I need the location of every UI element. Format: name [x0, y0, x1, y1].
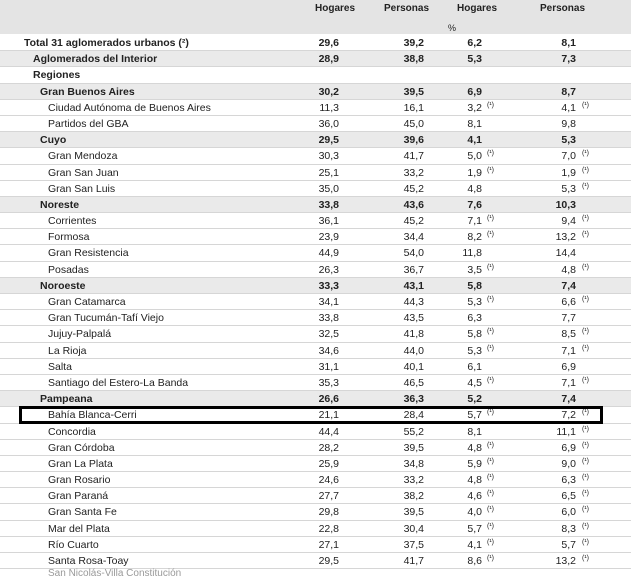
cell-pobreza-personas: 33,2: [403, 474, 424, 487]
footnote-marker: (¹): [582, 376, 589, 384]
footnote-marker: (¹): [582, 425, 589, 433]
cell-pobreza-personas: 38,8: [403, 53, 424, 66]
header-hogares-1: Hogares: [315, 3, 356, 14]
cell-pobreza-hogares: 23,9: [318, 231, 339, 244]
cell-indigencia-hogares: 5,2: [467, 393, 482, 406]
cell-indigencia-hogares: 4,6: [467, 490, 482, 503]
cell-pobreza-hogares: 28,2: [318, 441, 339, 454]
cell-indigencia-hogares: 5,3: [467, 53, 482, 66]
cell-indigencia-personas: 6,5: [561, 490, 576, 503]
cell-indigencia-hogares: 4,1: [467, 538, 482, 551]
cell-indigencia-personas: 8,5: [561, 328, 576, 341]
cell-indigencia-personas: 6,9: [561, 360, 576, 373]
row-label: Total 31 aglomerados urbanos (²): [24, 37, 189, 49]
footnote-marker: (¹): [487, 344, 494, 352]
row-label: Ciudad Autónoma de Buenos Aires: [48, 101, 211, 114]
table-row: [0, 326, 631, 342]
cell-pobreza-hogares: 25,9: [318, 457, 339, 470]
cell-indigencia-personas: 9,0: [561, 457, 576, 470]
footnote-marker: (¹): [582, 457, 589, 465]
footnote-marker: (¹): [582, 344, 589, 352]
footnote-marker: (¹): [487, 522, 494, 530]
row-label: Formosa: [48, 231, 90, 244]
row-label: Gran Catamarca: [48, 296, 126, 308]
row-label: Pampeana: [40, 393, 93, 406]
footnote-marker: (¹): [487, 474, 494, 482]
cell-pobreza-hogares: 44,4: [318, 425, 339, 438]
cell-pobreza-personas: 46,5: [403, 376, 424, 389]
cell-pobreza-hogares: 29,5: [318, 134, 339, 147]
cell-pobreza-personas: 45,0: [403, 117, 424, 130]
cell-pobreza-hogares: 27,7: [318, 490, 339, 503]
cell-indigencia-hogares: 4,8: [467, 474, 482, 487]
cell-indigencia-hogares: 6,2: [467, 37, 482, 49]
cell-indigencia-hogares: 8,1: [467, 425, 482, 438]
cell-pobreza-hogares: 31,1: [318, 360, 339, 373]
cell-pobreza-personas: 34,8: [403, 457, 424, 470]
table-row: [0, 521, 631, 537]
row-label: Río Cuarto: [48, 538, 99, 551]
header-unit: %: [448, 23, 457, 33]
cell-indigencia-hogares: 1,9: [467, 166, 482, 179]
cell-indigencia-hogares: 4,1: [467, 134, 482, 147]
table-row: [0, 424, 631, 440]
cell-pobreza-hogares: 30,2: [318, 85, 339, 98]
cell-indigencia-hogares: 7,1: [467, 215, 482, 228]
footnote-marker: (¹): [582, 166, 589, 174]
cell-indigencia-hogares: 4,8: [467, 182, 482, 195]
footnote-marker: (¹): [487, 555, 494, 562]
cell-pobreza-personas: 39,2: [403, 37, 424, 49]
cell-pobreza-hogares: 35,3: [318, 376, 339, 389]
cell-pobreza-personas: 39,5: [403, 441, 424, 454]
table-row: [0, 229, 631, 245]
cell-indigencia-hogares: 6,9: [467, 85, 482, 98]
cutoff-row-label: San Nicolás-Villa Constitución: [48, 568, 182, 579]
cell-indigencia-hogares: 4,0: [467, 506, 482, 519]
cell-pobreza-hogares: 34,1: [318, 296, 339, 308]
footnote-marker: (¹): [582, 490, 589, 498]
cell-indigencia-personas: 7,4: [561, 393, 576, 406]
table-row: [0, 197, 631, 213]
table-row: [0, 488, 631, 504]
table-row: [0, 343, 631, 359]
cell-pobreza-hogares: 27,1: [318, 538, 339, 551]
row-label: Gran Paraná: [48, 490, 109, 503]
cell-pobreza-hogares: 25,1: [318, 166, 339, 179]
footnote-marker: (¹): [582, 328, 589, 336]
cell-indigencia-hogares: 5,9: [467, 457, 482, 470]
row-label: Regiones: [33, 69, 81, 82]
cell-pobreza-personas: 39,5: [403, 506, 424, 519]
cell-indigencia-hogares: 4,5: [467, 376, 482, 389]
cell-indigencia-personas: 7,1: [561, 344, 576, 357]
footnote-marker: (¹): [582, 506, 589, 514]
cell-pobreza-hogares: 32,5: [318, 328, 339, 341]
row-label: Gran Santa Fe: [48, 506, 117, 519]
row-label: Gran La Plata: [48, 457, 113, 470]
cell-indigencia-hogares: 5,8: [467, 328, 482, 341]
cell-indigencia-personas: 10,3: [555, 198, 576, 211]
row-label: Gran Resistencia: [48, 247, 129, 260]
cell-pobreza-personas: 37,5: [403, 538, 424, 551]
cell-pobreza-hogares: 34,6: [318, 344, 339, 357]
table-row: [0, 51, 631, 67]
row-label: Santa Rosa-Toay: [48, 555, 129, 567]
table-row: [0, 116, 631, 132]
cell-indigencia-personas: 7,1: [561, 376, 576, 389]
cell-indigencia-personas: 14,4: [555, 247, 576, 260]
cell-indigencia-personas: 8,1: [561, 37, 576, 49]
footnote-marker: (¹): [487, 506, 494, 514]
footnote-marker: (¹): [487, 166, 494, 174]
cell-indigencia-hogares: 6,1: [467, 360, 482, 373]
table-row: [0, 391, 631, 407]
footnote-marker: (¹): [582, 263, 589, 271]
cell-pobreza-hogares: 33,8: [318, 198, 339, 211]
cell-pobreza-personas: 33,2: [403, 166, 424, 179]
cell-indigencia-personas: 6,3: [561, 474, 576, 487]
cell-indigencia-personas: 5,7: [561, 538, 576, 551]
cell-pobreza-personas: 38,2: [403, 490, 424, 503]
row-label: Mar del Plata: [48, 522, 110, 535]
footnote-marker: (¹): [487, 409, 494, 417]
cell-pobreza-personas: 41,7: [403, 150, 424, 163]
cell-indigencia-personas: 7,7: [561, 312, 576, 325]
table-row: [0, 440, 631, 456]
cell-pobreza-personas: 36,3: [403, 393, 424, 406]
table-row: [0, 504, 631, 520]
footnote-marker: (¹): [582, 296, 589, 303]
row-label: Gran Rosario: [48, 474, 111, 487]
cell-pobreza-personas: 39,5: [403, 85, 424, 98]
table-row: [0, 310, 631, 326]
table-body: [0, 35, 631, 569]
cell-indigencia-personas: 9,8: [561, 117, 576, 130]
footnote-marker: (¹): [582, 182, 589, 190]
footnote-marker: (¹): [487, 441, 494, 449]
cell-pobreza-hogares: 28,9: [318, 53, 339, 66]
cell-pobreza-hogares: 11,3: [319, 101, 339, 114]
cell-pobreza-hogares: 26,6: [318, 393, 339, 406]
footnote-marker: (¹): [582, 101, 589, 109]
row-label: Partidos del GBA: [48, 117, 129, 130]
cell-pobreza-personas: 43,1: [403, 279, 424, 292]
row-label: Corrientes: [48, 215, 97, 228]
footnote-marker: (¹): [487, 150, 494, 158]
table-header: [0, 0, 631, 34]
table-row: [0, 278, 631, 294]
row-label: Salta: [48, 360, 72, 373]
footnote-marker: (¹): [487, 215, 494, 223]
cell-indigencia-hogares: 6,3: [467, 312, 482, 325]
cell-indigencia-personas: 11,1: [556, 425, 576, 438]
table-row: [0, 537, 631, 553]
footnote-marker: (¹): [582, 409, 589, 417]
cell-indigencia-personas: 6,0: [561, 506, 576, 519]
cell-indigencia-hogares: 3,5: [467, 263, 482, 276]
cell-indigencia-personas: 1,9: [561, 166, 576, 179]
cell-pobreza-personas: 45,2: [403, 215, 424, 228]
table-row: [0, 67, 631, 83]
cell-pobreza-personas: 40,1: [403, 360, 424, 373]
row-label: Gran Mendoza: [48, 150, 118, 163]
footnote-marker: (¹): [487, 457, 494, 465]
table-row: [0, 84, 631, 100]
table-row: [0, 262, 631, 278]
cell-pobreza-personas: 45,2: [403, 182, 424, 195]
cell-pobreza-hogares: 22,8: [318, 522, 339, 535]
cell-indigencia-hogares: 5,0: [467, 150, 482, 163]
row-label: Gran Tucumán-Tafí Viejo: [48, 312, 164, 325]
footnote-marker: (¹): [487, 376, 494, 384]
cell-pobreza-hogares: 29,5: [318, 555, 339, 567]
row-label: Gran San Luis: [48, 182, 116, 195]
cell-pobreza-personas: 16,1: [403, 101, 424, 114]
cell-indigencia-hogares: 11,8: [462, 247, 482, 260]
row-label: Posadas: [48, 263, 89, 276]
cell-pobreza-hogares: 24,6: [318, 474, 339, 487]
cell-indigencia-hogares: 8,6: [467, 555, 482, 567]
table-row: [0, 245, 631, 261]
cell-indigencia-personas: 4,8: [561, 263, 576, 276]
row-label: Gran Buenos Aires: [40, 85, 135, 98]
cell-indigencia-hogares: 5,7: [467, 522, 482, 535]
cell-pobreza-personas: 41,8: [403, 328, 424, 341]
cell-pobreza-hogares: 33,3: [318, 279, 339, 292]
row-label: Aglomerados del Interior: [33, 53, 158, 66]
cell-pobreza-hogares: 30,3: [318, 150, 339, 163]
row-label: Cuyo: [40, 134, 67, 147]
footnote-marker: (¹): [487, 296, 494, 303]
cell-pobreza-personas: 54,0: [403, 247, 424, 260]
footnote-marker: (¹): [487, 538, 494, 546]
row-label: Noreste: [40, 198, 80, 211]
cell-indigencia-personas: 13,2: [555, 555, 576, 567]
cell-pobreza-hogares: 29,8: [318, 506, 339, 519]
footnote-marker: (¹): [582, 474, 589, 482]
header-personas-1: Personas: [384, 3, 430, 14]
footnote-marker: (¹): [487, 101, 494, 109]
table-row: [0, 148, 631, 164]
cell-pobreza-hogares: 26,3: [318, 263, 339, 276]
table-row: [0, 375, 631, 391]
footnote-marker: (¹): [487, 490, 494, 498]
row-label: Concordia: [48, 425, 96, 438]
cell-pobreza-hogares: 29,6: [318, 37, 339, 49]
cell-pobreza-personas: 34,4: [403, 231, 424, 244]
cell-indigencia-hogares: 3,2: [467, 101, 482, 114]
cell-pobreza-personas: 43,6: [403, 198, 424, 211]
table-row: [0, 407, 631, 423]
footnote-marker: (¹): [582, 538, 589, 546]
header-personas-2: Personas: [540, 3, 586, 14]
cell-indigencia-hogares: 4,8: [467, 441, 482, 454]
cell-pobreza-hogares: 36,0: [318, 117, 339, 130]
footnote-marker: (¹): [582, 215, 589, 223]
cell-pobreza-personas: 39,6: [403, 134, 424, 147]
row-label: Bahía Blanca-Cerri: [48, 409, 137, 422]
footnote-marker: (¹): [582, 231, 589, 239]
table-row: [0, 181, 631, 197]
cell-pobreza-personas: 55,2: [403, 425, 424, 438]
cell-indigencia-hogares: 8,1: [467, 117, 482, 130]
footnote-marker: (¹): [487, 231, 494, 239]
cell-pobreza-personas: 28,4: [403, 409, 424, 422]
cell-indigencia-personas: 8,7: [561, 85, 576, 98]
row-label: Jujuy-Palpalá: [48, 328, 112, 341]
footnote-marker: (¹): [487, 263, 494, 271]
cell-indigencia-hogares: 5,3: [467, 344, 482, 357]
table-row: [0, 213, 631, 229]
table-row: [0, 294, 631, 310]
cell-pobreza-hogares: 36,1: [318, 215, 339, 228]
cell-indigencia-personas: 7,3: [561, 53, 576, 66]
cell-indigencia-hogares: 5,7: [467, 409, 482, 422]
cell-pobreza-personas: 41,7: [403, 555, 424, 567]
footnote-marker: (¹): [582, 150, 589, 158]
table-row: [0, 456, 631, 472]
cell-indigencia-personas: 5,3: [561, 134, 576, 147]
cell-indigencia-personas: 7,0: [561, 150, 576, 163]
row-label: Noroeste: [40, 279, 86, 292]
cell-indigencia-hogares: 8,2: [467, 231, 482, 244]
cell-indigencia-hogares: 7,6: [467, 198, 482, 211]
cell-indigencia-personas: 6,6: [561, 296, 576, 308]
table-row: [0, 472, 631, 488]
cell-indigencia-hogares: 5,3: [467, 296, 482, 308]
cell-pobreza-personas: 44,0: [403, 344, 424, 357]
row-label: Gran San Juan: [48, 166, 119, 179]
cell-pobreza-hogares: 33,8: [318, 312, 339, 325]
cell-pobreza-personas: 36,7: [403, 263, 424, 276]
cell-indigencia-personas: 9,4: [561, 215, 576, 228]
row-label: Santiago del Estero-La Banda: [48, 376, 189, 389]
cell-indigencia-personas: 7,2: [561, 409, 576, 422]
cell-indigencia-personas: 13,2: [555, 231, 576, 244]
footnote-marker: (¹): [582, 441, 589, 449]
cell-pobreza-hogares: 44,9: [318, 247, 339, 260]
cell-indigencia-hogares: 5,8: [467, 279, 482, 292]
table-row: [0, 165, 631, 181]
row-label: La Rioja: [48, 344, 87, 357]
table-row: [0, 553, 631, 569]
footnote-marker: (¹): [582, 522, 589, 530]
cell-pobreza-personas: 43,5: [403, 312, 424, 325]
cell-pobreza-hogares: 21,1: [318, 409, 339, 422]
table-row: [0, 359, 631, 375]
cell-indigencia-personas: 6,9: [561, 441, 576, 454]
cell-pobreza-personas: 30,4: [403, 522, 424, 535]
header-hogares-2: Hogares: [457, 3, 498, 14]
table-row: [0, 35, 631, 51]
footnote-marker: (¹): [582, 555, 589, 562]
cell-indigencia-personas: 8,3: [561, 522, 576, 535]
cell-indigencia-personas: 7,4: [561, 279, 576, 292]
table-row: [0, 132, 631, 148]
table-row: [0, 100, 631, 116]
footnote-marker: (¹): [487, 328, 494, 336]
cell-pobreza-hogares: 35,0: [318, 182, 339, 195]
cell-pobreza-personas: 44,3: [403, 296, 424, 308]
cell-indigencia-personas: 5,3: [561, 182, 576, 195]
row-label: Gran Córdoba: [48, 441, 115, 454]
cell-indigencia-personas: 4,1: [561, 101, 576, 114]
